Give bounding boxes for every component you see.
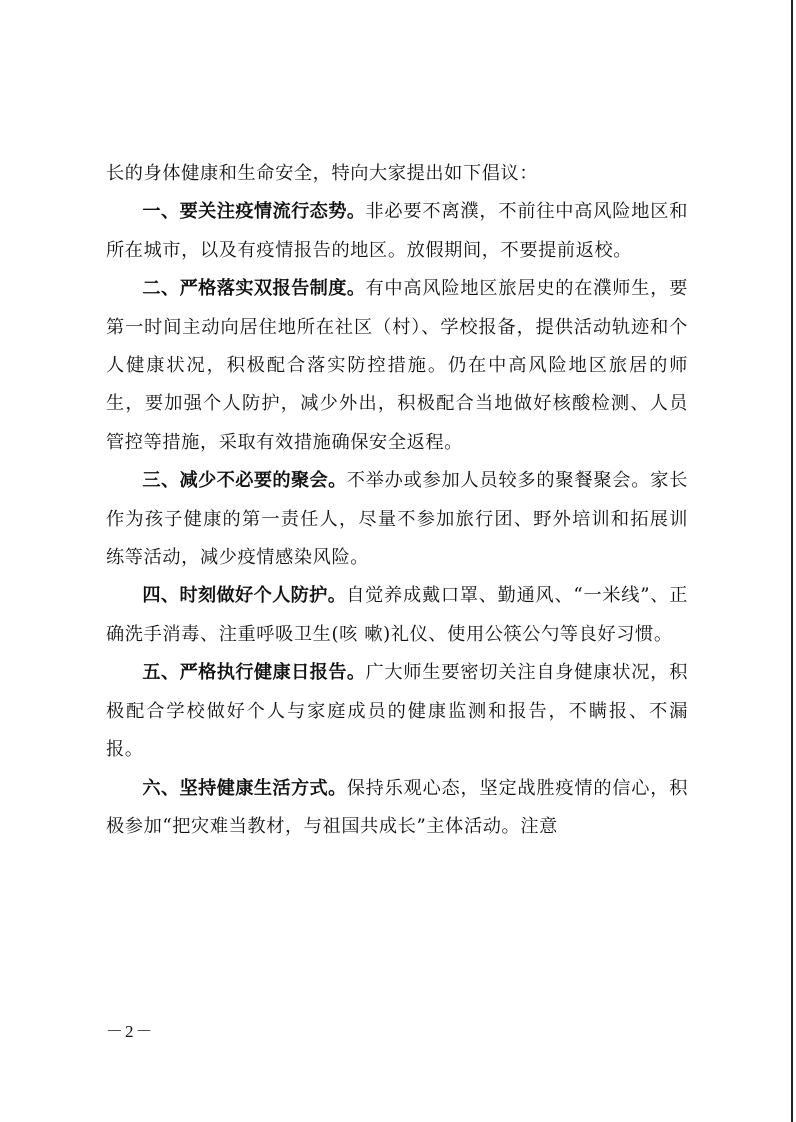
paragraph-heading: 二、严格落实双报告制度。 <box>142 278 366 300</box>
paragraph-item-4 <box>106 577 688 654</box>
paragraph-text: 非必要不离濮，不前往中高风险地区和所在城市，以及有疫情报告的地区。放假期间，不要提前返校。 <box>106 201 689 261</box>
paragraph-text: 保持乐观心态，坚定战胜疫情的信心，积极参加“把灾难当教材，与祖国共成长”主体活动。注意 <box>106 777 688 837</box>
paragraph-item-1 <box>106 193 688 270</box>
paragraph-intro-continuation <box>106 155 688 193</box>
paragraph-text: 不举办或参加人员较多的聚餐聚会。家长作为孩子健康的第一责任人，尽量不参加旅行团、野外培训和拓展训练等活动，减少疫情感染风险。 <box>106 470 688 569</box>
paragraph-text: 长的身体健康和生命安全，特向大家提出如下倡议： <box>106 163 539 184</box>
paragraph-item-3 <box>106 462 688 577</box>
paragraph-heading: 三、减少不必要的聚会。 <box>142 470 347 492</box>
paragraph-text: 广大师生要密切关注自身健康状况，积极配合学校做好个人与家庭成员的健康监测和报告，不瞒报、不漏报。 <box>106 662 689 761</box>
paragraph-text: 自觉养成戴口罩、勤通风、“一米线”、正确洗手消毒、注重呼吸卫生(咳 嗽)礼仪、使用公筷公勺等良好习惯。 <box>106 585 688 645</box>
paragraph-heading: 一、要关注疫情流行态势。 <box>142 201 366 223</box>
paragraph-item-2 <box>106 270 688 462</box>
paragraph-item-5 <box>106 654 688 769</box>
paragraph-text: 有中高风险地区旅居史的在濮师生，要第一时间主动向居住地所在社区（村）、学校报备，提供活动轨迹和个人健康状况，积极配合落实防控措施。仍在中高风险地区旅居的师生，要加强个人防护，减少外出，积极配合当地做好核酸检测、人员管控等措施，采取有效措施确保安全返程。 <box>106 278 689 453</box>
paragraph-heading: 五、严格执行健康日报告。 <box>142 662 366 684</box>
page-edge-line <box>791 0 793 1122</box>
paragraph-heading: 四、时刻做好个人防护。 <box>142 585 347 607</box>
document-body <box>106 155 688 846</box>
page-number: －2－ <box>106 1022 155 1041</box>
paragraph-item-6 <box>106 770 688 847</box>
paragraph-heading: 六、坚持健康生活方式。 <box>142 777 347 799</box>
